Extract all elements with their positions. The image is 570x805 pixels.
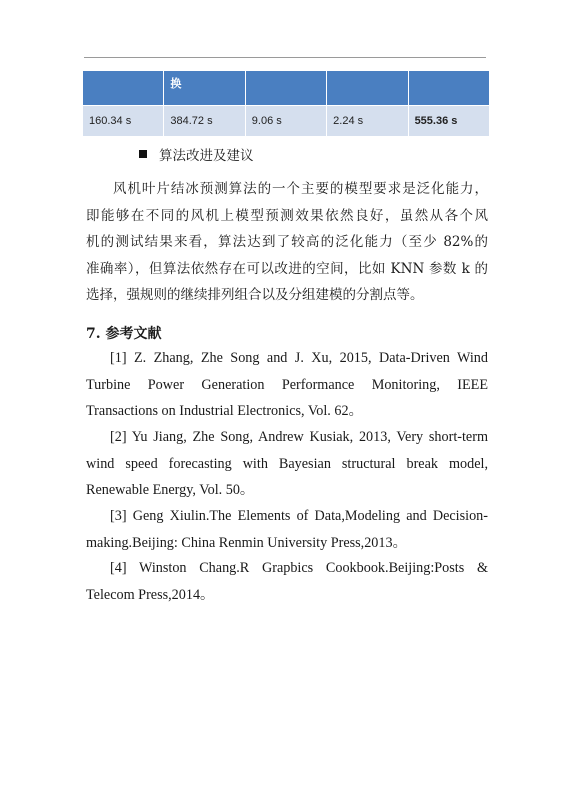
reference-line: Turbine Power Generation Performance Monitoring, IEEE: [86, 376, 488, 393]
reference-line: [1] Z. Zhang, Zhe Song and J. Xu, 2015, Data-Driven Wind: [110, 350, 488, 366]
table-header-cell: [327, 71, 408, 106]
table-header-cell: [83, 71, 164, 106]
section-heading: [139, 144, 254, 164]
reference-1: [86, 345, 488, 425]
table-row: [83, 106, 490, 137]
square-bullet-icon: [139, 150, 147, 158]
reference-line: Transactions on Industrial Electronics, Vol. 62。: [86, 403, 363, 419]
table-header-cell: [408, 71, 489, 106]
reference-line: [2] Yu Jiang, Zhe Song, Andrew Kusiak, 2013, Very short-term: [110, 429, 488, 445]
table-cell: 384.72 s: [164, 106, 245, 137]
table-header-row: [83, 71, 490, 106]
table-cell-total: 555.36 s: [408, 106, 489, 137]
results-table: [82, 70, 490, 137]
page-header-rule: [84, 57, 486, 58]
paragraph-line: 准确率），但算法依然存在可以改进的空间，比如 KNN 参数 k 的: [86, 260, 488, 277]
paragraph-line: 机的测试结果来看，算法达到了较高的泛化能力（至少 82%的: [86, 234, 488, 250]
section-heading-text: 算法改进及建议: [159, 148, 254, 164]
body-paragraph: [86, 176, 488, 309]
reference-3: [86, 503, 488, 556]
reference-line: wind speed forecasting with Bayesian structural break model,: [86, 455, 488, 472]
paragraph-line: 即能够在不同的风机上模型预测效果依然良好，虽然从各个风: [86, 207, 488, 224]
table-header-cell: 换: [164, 71, 245, 106]
reference-line: Renewable Energy, Vol. 50。: [86, 482, 255, 498]
table-header-cell: [245, 71, 326, 106]
table-cell: 160.34 s: [83, 106, 164, 137]
table-cell: 9.06 s: [245, 106, 326, 137]
reference-4: [86, 555, 488, 608]
paragraph-line: 选择，强规则的继续排列组合以及分组建模的分割点等。: [86, 287, 424, 303]
reference-line: [3] Geng Xiulin.The Elements of Data,Modeling and Decision-: [110, 508, 488, 524]
paragraph-line: 风机叶片结冰预测算法的一个主要的模型要求是泛化能力，: [113, 181, 488, 197]
reference-2: [86, 424, 488, 504]
table-cell: 2.24 s: [327, 106, 408, 137]
reference-line: Telecom Press,2014。: [86, 586, 215, 603]
reference-line: making.Beijing: China Renmin University Press,2013。: [86, 534, 407, 551]
reference-line: [4] Winston Chang.R Grapbics Cookbook.Beijing:Posts &: [110, 560, 488, 576]
references-title: 7. 参考文献: [86, 326, 162, 342]
